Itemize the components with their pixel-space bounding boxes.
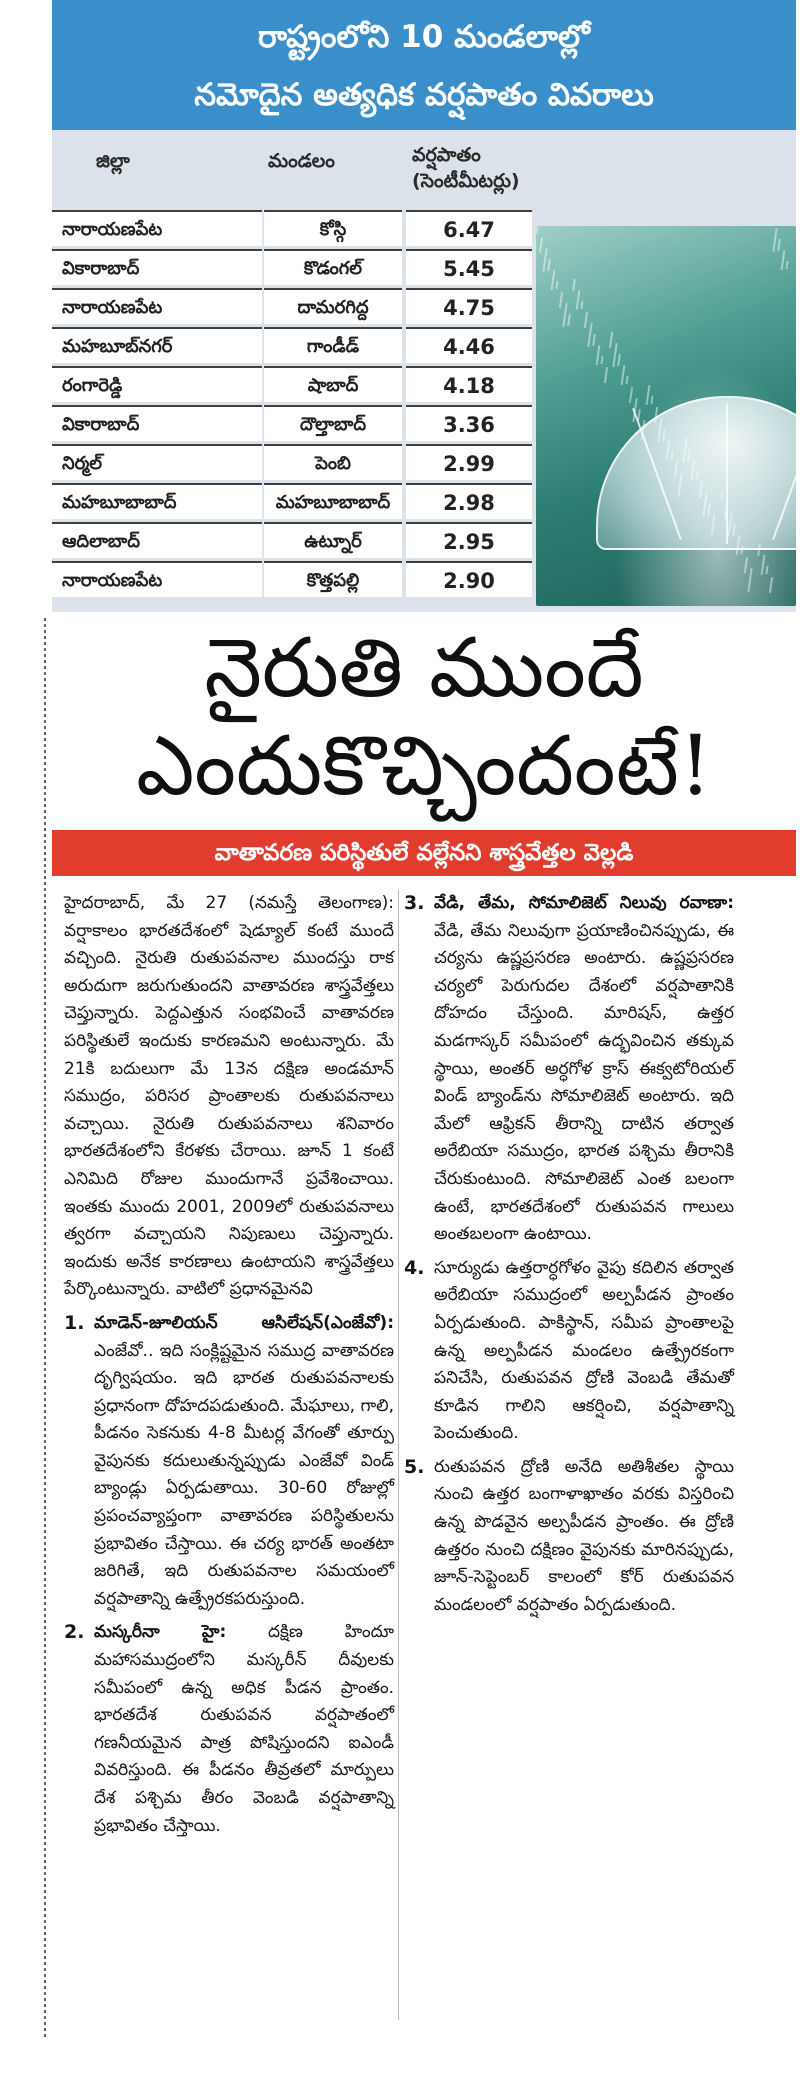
item-text: రుతుపవన ద్రోణి అనేది అతిశీతల స్థాయి నుంచి ఉత్తర బంగాళాఖాతం వరకు విస్తరించి ఉన్న పొడవైన అల్పపీడన ప్రాంతం. ఈ ద్రోణి ఉత్తరం నుంచి దక్షిణం వైపునకు మారినప్పుడు, జూన్-సెప్టెంబర్ కాలంలో కోర్ రుతుపవన మండలంలో వర్షపాతం ఏర్పడుతుంది. — [434, 1456, 734, 1615]
infobox-title — [52, 0, 796, 130]
item-title: మాడెన్-జూలియన్ ఆసిలేషన్(ఎంజేవో): — [94, 1312, 394, 1333]
table-row — [52, 327, 532, 363]
cell-district: నారాయణపేట — [52, 561, 262, 597]
rain-streak — [555, 281, 558, 289]
cell-mandal: షాబాద్ — [264, 366, 402, 402]
cell-district: రంగారెడ్డి — [52, 366, 262, 402]
cell-rainfall: 4.75 — [406, 288, 532, 324]
rainfall-table — [52, 140, 532, 600]
article-column-right — [404, 884, 734, 1625]
article-column-left — [64, 890, 394, 1846]
cell-mandal: దామరగిద్ద — [264, 288, 402, 324]
header-district: జిల్లా — [96, 150, 130, 172]
article-item — [404, 1454, 734, 1620]
cell-rainfall: 2.90 — [406, 561, 532, 597]
rain-streak — [637, 409, 641, 421]
cell-rainfall: 5.45 — [406, 249, 532, 285]
header-rainfall-line2: (సెంటీమీటర్లు) — [412, 170, 520, 192]
table-row — [52, 561, 532, 597]
rain-streak — [769, 577, 773, 593]
page-edge-divider — [44, 618, 46, 2038]
item-title: వేడి, తేమ, సోమాలిజెట్ నిలువు రవాణా: — [434, 893, 734, 913]
infobox-title-line2: నమోదైన అత్యధిక వర్షపాతం వివరాలు — [194, 77, 654, 113]
rain-streak — [559, 292, 563, 308]
rain-streak — [547, 259, 551, 271]
cell-rainfall: 4.46 — [406, 327, 532, 363]
headline-line1: నైరుతి ముందే — [204, 621, 644, 716]
cell-rainfall: 6.47 — [406, 210, 532, 246]
header-rainfall-line1: వర్షపాతం — [412, 144, 481, 166]
item-text: దక్షిణ హిందూ మహాసముద్రంలోని మస్కరీన్ దీవులకు సమీపంలో ఉన్న అధిక పీడన ప్రాంతం. భారతదేశ రుతుపవన వర్షపాతంలో గణనీయమైన పాత్ర పోషిస్తుందని ఐఎండీ వివరిస్తుంది. ఈ పీడనం తీవ్రతలో మార్పులు దేశ పశ్చిమ తీరం వెంబడి వర్షపాతాన్ని ప్రభావితం చేస్తాయి. — [94, 1622, 395, 1836]
rain-streak — [650, 396, 653, 404]
rain-streak — [785, 261, 788, 269]
table-row — [52, 405, 532, 441]
umbrella-rib — [726, 404, 728, 544]
headline — [52, 620, 796, 816]
cell-district: నారాయణపేట — [52, 210, 262, 246]
cell-rainfall: 2.99 — [406, 444, 532, 480]
rain-streak — [757, 544, 761, 556]
item-number: 4. — [404, 1256, 425, 1279]
infobox-title-line1: రాష్ట్రంలోని 10 మండలాల్లో — [258, 19, 590, 55]
table-row — [52, 522, 532, 558]
cell-district: వికారాబాద్ — [52, 249, 262, 285]
rain-streak — [777, 239, 781, 251]
cell-mandal: మహబూబాబాద్ — [264, 483, 402, 519]
table-row — [52, 288, 532, 324]
table-row — [52, 483, 532, 519]
cell-rainfall: 3.36 — [406, 405, 532, 441]
headline-line2: ఎందుకొచ్చిందంటే! — [136, 719, 712, 814]
table-header — [52, 140, 532, 210]
article-intro: హైదరాబాద్, మే 27 (నమస్తే తెలంగాణ): వర్షాకాలం భారతదేశంలో షెడ్యూల్ కంటే ముందే వచ్చింది. నైరుతి రుతుపవనాల ముందస్తు రాక అరుదుగా జరుగుతుందని వాతావరణ శాస్త్రవేత్తలు చెప్తున్నారు. పెద్దఎత్తున సంభవించే వాతావరణ పరిస్థితులే ఇందుకు కారణమని అంటున్నారు. మే 21కి బదులుగా మే 13న దక్షిణ అండమాన్ సముద్రం, పరిసర ప్రాంతాలకు రుతుపవనాలు వచ్చాయి. నైరుతి రుతుపవనాలు శనివారం భారతదేశంలోని కేరళకు చేరాయి. జూన్ 1 కంటే ఎనిమిది రోజుల ముందుగానే ప్రవేశించాయి. ఇంతకు ముందు 2001, 2009లో రుతుపవనాలు త్వరగా వచ్చాయని నిపుణులు చెప్తున్నారు. ఇందుకు అనేక కారణాలు ఉంటాయని శాస్త్రవేత్తలు పేర్కొంటున్నారు. వాటిలో ప్రధానమైనవి — [64, 893, 394, 1300]
item-number: 2. — [64, 1621, 85, 1644]
table-row — [52, 366, 532, 402]
rain-umbrella-photo — [536, 226, 796, 606]
rain-streak — [629, 387, 633, 403]
rain-streak — [617, 354, 621, 366]
cell-district: ఆదిలాబాద్ — [52, 522, 262, 558]
cell-mandal: కొత్తపల్లి — [264, 561, 402, 597]
cell-mandal: ఉట్నూర్ — [264, 522, 402, 558]
article-item — [64, 1310, 394, 1614]
header-rainfall — [412, 142, 520, 194]
cell-mandal: దౌల్తాబాద్ — [264, 405, 402, 441]
cell-district: వికారాబాద్ — [52, 405, 262, 441]
rain-streak — [539, 237, 543, 253]
cell-district: మహబూబాబాద్ — [52, 483, 262, 519]
rain-streak — [584, 312, 588, 328]
table-row — [52, 444, 532, 480]
rain-streak — [580, 301, 583, 309]
column-divider — [398, 890, 399, 2020]
item-text: సూర్యుడు ఉత్తరార్ధగోళం వైపు కదిలిన తర్వాత అరేబియా సముద్రంలో అల్పపీడన ప్రాంతం ఏర్పడుతుంది. పాకిస్థాన్, సమీప ప్రాంతాలపై ఉన్న అల్పపీడన మండలం ఉత్ప్రేరకంగా పనిచేసి, రుతుపవన ద్రోణి వెంబడి తేమతో కూడిన గాలిని ఆకర్షించి, వర్షపాతాన్ని పెంచుతుంది. — [434, 1257, 734, 1444]
cell-mandal: కోస్గి — [264, 210, 402, 246]
article-item — [404, 890, 734, 1249]
cell-rainfall: 2.98 — [406, 483, 532, 519]
item-text: ఎంజేవో.. ఇది సంక్లిష్టమైన సముద్ర వాతావరణ దృగ్విషయం. ఇది భారత రుతుపవనాలకు ప్రధానంగా దోహదపడుతుంది. మేఘాలు, గాలి, పీడనం సెకనుకు 4-8 మీటర్ల వేగంతో తూర్పు వైపునకు కదులుతున్నప్పుడు ఎంజేవో విండ్ బ్యాండ్లు ఏర్పడుతాయి. 30-60 రోజుల్లో ప్రపంచవ్యాప్తంగా వాతావరణ పరిస్థితులను ప్రభావితం చేస్తాయి. ఈ చర్య భారత్ అంతటా జరిగితే, ఇది రుతుపవనాల సమయంలో వర్షపాతాన్ని ఉత్ప్రేరకపరుస్తుంది. — [94, 1340, 394, 1609]
item-number: 3. — [404, 892, 425, 914]
cell-rainfall: 4.18 — [406, 366, 532, 402]
cell-rainfall: 2.95 — [406, 522, 532, 558]
rain-streak — [740, 546, 743, 554]
cell-district: నారాయణపేట — [52, 288, 262, 324]
rain-streak — [592, 334, 596, 346]
rain-streak — [567, 314, 571, 326]
rain-streak — [744, 557, 748, 573]
subtitle-bar: వాతావరణ పరిస్థితులే వల్లేనని శాస్త్రవేత్తల వెల్లడి — [52, 830, 796, 876]
cell-district: నిర్మల్ — [52, 444, 262, 480]
item-text: వేడి, తేమ నిలువుగా ప్రయాణించినప్పుడు, ఈ చర్యను ఉష్ణప్రసరణ అంటారు. ఉష్ణప్రసరణ చర్యలో పెరుగుదల దేశంలో వర్షపాతానికి దోహదం చేస్తుంది. మారిషస్, ఉత్తర మడగాస్కర్ సమీపంలో ఉద్భవించిన తక్కువ స్థాయి, అంతర్ అర్ధగోళ క్రాస్ ఈక్వటోరియల్ విండ్ బ్యాండ్‌ను సోమాలిజెట్ అంటారు. ఇది మేలో ఆఫ్రికన్ తీరాన్ని దాటిన తర్వాత అరేబియా సముద్రం, భారత పశ్చిమ తీరానికి చేరుకుంటుంది. సోమాలిజెట్ ఎంత బలంగా ఉంటే, భారతదేశంలో రుతుపవన గాలులు అంతబలంగా ఉంటాయి. — [434, 920, 734, 1245]
rain-streak — [572, 279, 576, 291]
rain-streak — [625, 376, 628, 384]
header-mandal: మండలం — [268, 150, 335, 172]
rain-streak — [609, 332, 613, 348]
cell-mandal: కొడంగల్ — [264, 249, 402, 285]
table-rows — [52, 210, 532, 597]
rain-streak — [747, 568, 752, 592]
cell-district: మహబూబ్‌నగర్ — [52, 327, 262, 363]
article-item — [404, 1255, 734, 1448]
rain-streak — [600, 356, 603, 364]
rain-streak — [536, 226, 539, 234]
cell-mandal: గాండీడ్ — [264, 327, 402, 363]
rain-streak — [765, 566, 768, 574]
table-row — [52, 249, 532, 285]
cell-mandal: పెంబి — [264, 444, 402, 480]
rain-streak — [604, 367, 608, 383]
table-row — [52, 210, 532, 246]
item-number: 1. — [64, 1311, 85, 1334]
item-title: మస్కరీనా హై: — [94, 1622, 227, 1643]
article-item — [64, 1619, 394, 1840]
item-number: 5. — [404, 1455, 425, 1478]
rainfall-infobox — [52, 0, 796, 612]
